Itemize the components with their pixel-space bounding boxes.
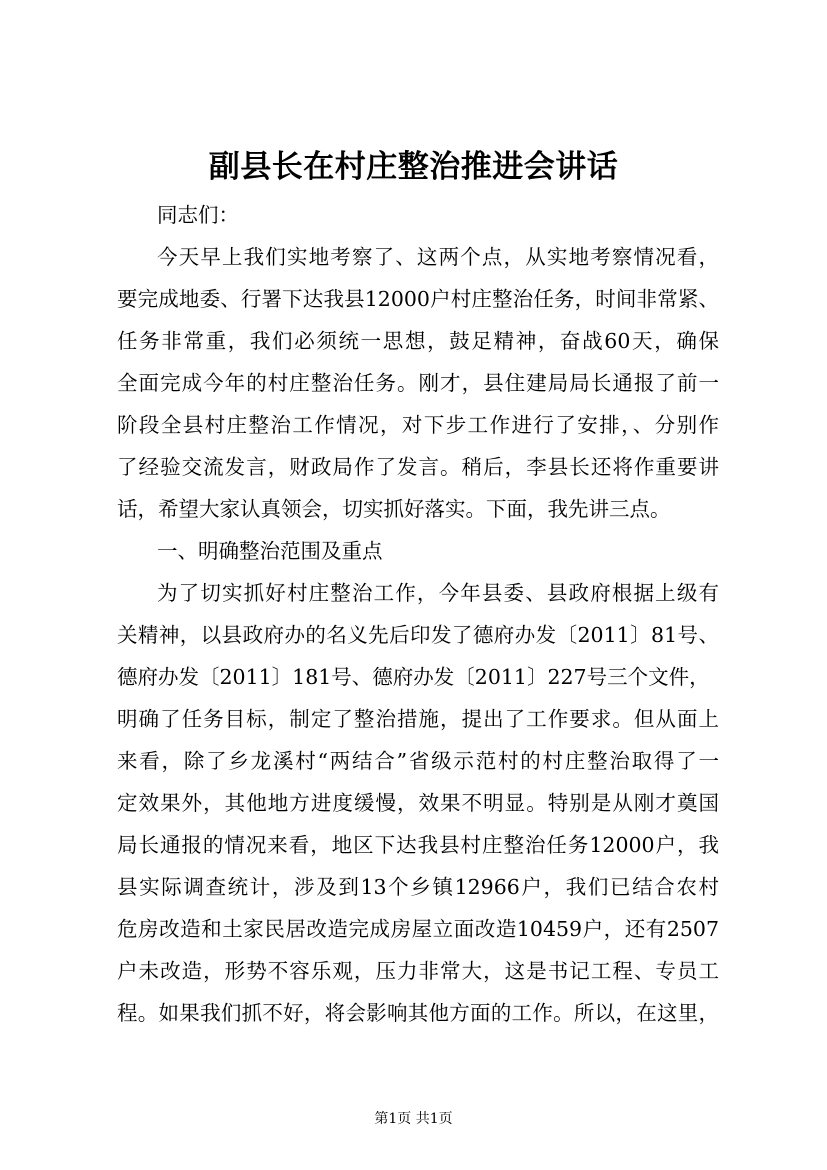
paragraph-line: 局长通报的情况来看，地区下达我县村庄整治任务12000户，我 [117, 833, 719, 857]
salutation-line: 同志们： [157, 203, 239, 227]
paragraph-line: 今天早上我们实地考察了、这两个点，从实地考察情况看， [157, 245, 719, 269]
paragraph-line: 来看，除了乡龙溪村“两结合”省级示范村的村庄整治取得了一 [117, 749, 719, 773]
page-number: 第1页 共1页 [374, 1111, 453, 1127]
paragraph-line: 阶段全县村庄整治工作情况，对下步工作进行了安排，、分别作 [117, 413, 719, 437]
paragraph-line: 定效果外，其他地方进度缓慢，效果不明显。特别是从刚才奠国 [117, 791, 719, 815]
paragraph-line: 要完成地委、行署下达我县12000户村庄整治任务，时间非常紧、 [117, 287, 719, 311]
paragraph-line: 德府办发〔2011〕181号、德府办发〔2011〕227号三个文件， [117, 665, 710, 689]
paragraph-line: 为了切实抓好村庄整治工作，今年县委、县政府根据上级有 [157, 581, 719, 605]
paragraph-line: 任务非常重，我们必须统一思想，鼓足精神，奋战60天，确保 [117, 329, 719, 353]
paragraph-line: 话，希望大家认真领会，切实抓好落实。下面，我先讲三点。 [117, 497, 671, 521]
paragraph-line: 户未改造，形势不容乐观，压力非常大，这是书记工程、专员工 [117, 959, 719, 983]
paragraph-line: 关精神，以县政府办的名义先后印发了德府办发〔2011〕81号、 [117, 623, 719, 647]
document-body [117, 194, 719, 1034]
paragraph-line: 了经验交流发言，财政局作了发言。稍后，李县长还将作重要讲 [117, 455, 719, 479]
paragraph-line: 危房改造和土家民居改造完成房屋立面改造10459户，还有2507 [117, 917, 719, 941]
document-title: 副县长在村庄整治推进会讲话 [208, 149, 619, 185]
paragraph-line: 程。如果我们抓不好，将会影响其他方面的工作。所以，在这里， [117, 1001, 719, 1025]
paragraph-line: 明确了任务目标，制定了整治措施，提出了工作要求。但从面上 [117, 707, 719, 731]
paragraph-line: 县实际调查统计，涉及到13个乡镇12966户，我们已结合农村 [117, 875, 719, 899]
section-heading: 一、明确整治范围及重点 [157, 539, 383, 563]
paragraph-line: 全面完成今年的村庄整治任务。刚才，县住建局局长通报了前一 [117, 371, 719, 395]
